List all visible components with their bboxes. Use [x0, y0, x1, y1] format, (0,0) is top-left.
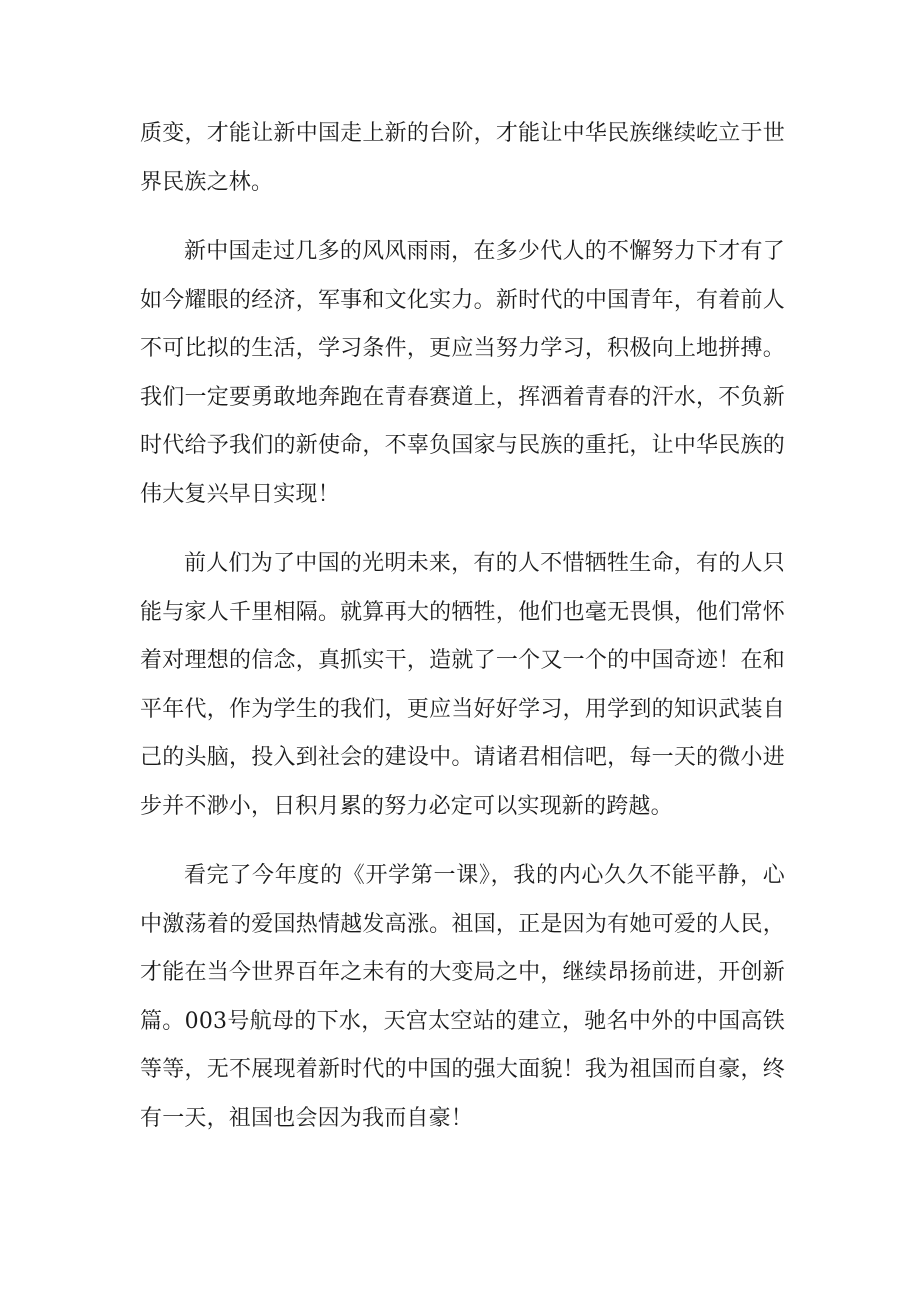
- document-body: [140, 110, 785, 1164]
- paragraph-4: 看完了今年度的《开学第一课》，我的内心久久不能平静，心中激荡着的爱国热情越发高涨。祖国，正是因为有她可爱的人民，才能在当今世界百年之未有的大变局之中，继续昂扬前进，开创新篇。003号航母的下水，天宫太空站的建立，驰名中外的中国高铁等等，无不展现着新时代的中国的强大面貌！我为祖国而自豪，终有一天，祖国也会因为我而自豪！: [140, 863, 785, 1131]
- paragraph-3: 前人们为了中国的光明未来，有的人不惜牺牲生命，有的人只能与家人千里相隔。就算再大的牺牲，他们也毫无畏惧，他们常怀着对理想的信念，真抓实干，造就了一个又一个的中国奇迹！在和平年代，作为学生的我们，更应当好好学习，用学到的知识武装自己的头脑，投入到社会的建设中。请诸君相信吧，每一天的微小进步并不渺小，日积月累的努力必定可以实现新的跨越。: [140, 551, 785, 819]
- paragraph-1: 质变，才能让新中国走上新的台阶，才能让中华民族继续屹立于世界民族之林。: [140, 121, 785, 195]
- paragraph-2: 新中国走过几多的风风雨雨，在多少代人的不懈努力下才有了如今耀眼的经济，军事和文化实力。新时代的中国青年，有着前人不可比拟的生活，学习条件，更应当努力学习，积极向上地拼搏。我们一定要勇敢地奔跑在青春赛道上，挥洒着青春的汗水，不负新时代给予我们的新使命，不辜负国家与民族的重托，让中华民族的伟大复兴早日实现！: [140, 239, 785, 507]
